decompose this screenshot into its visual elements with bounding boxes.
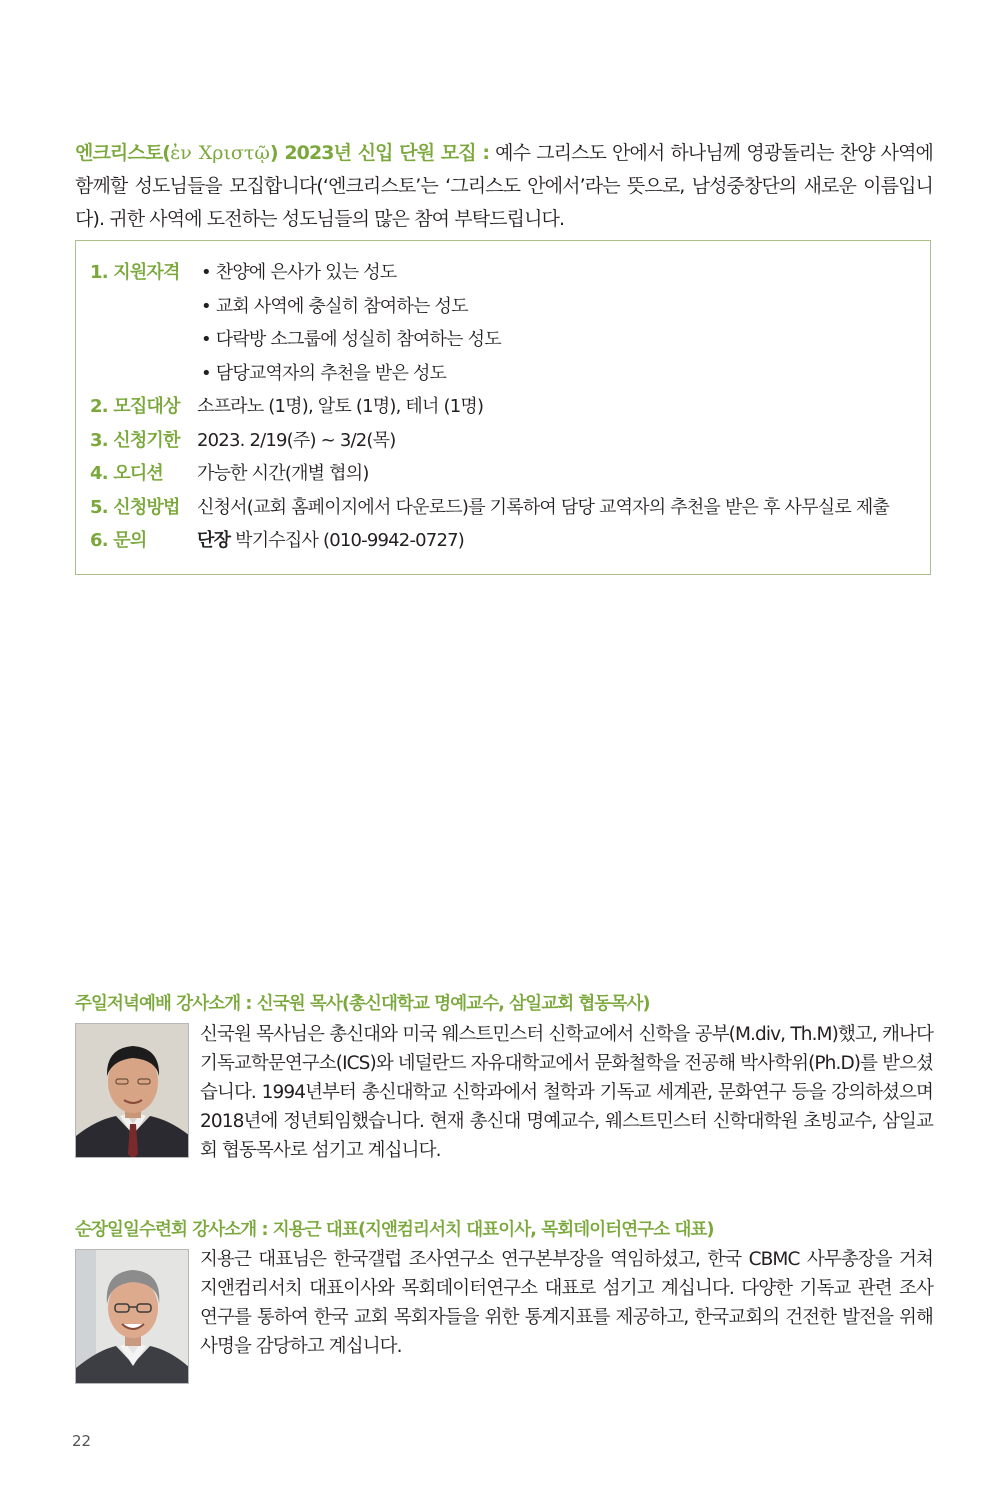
speaker1-photo [75,1023,189,1158]
contact-row [90,529,464,553]
row-label: 4. 오디션 [90,463,163,484]
row-value: 2023. 2/19(주) ~ 3/2(목) [197,430,396,451]
qualification-bullet: • 교회 사역에 충실히 참여하는 성도 [201,296,468,317]
row-label: 2. 모집대상 [90,396,180,417]
row-label: 3. 신청기한 [90,430,180,451]
qualification-bullet: • 담당교역자의 추천을 받은 성도 [201,363,447,384]
row-value: 소프라노 (1명), 알토 (1명), 테너 (1명) [197,396,484,417]
contact-value: 박기수집사 (010-9942-0727) [230,530,464,551]
recruitment-intro [75,137,933,236]
speaker2-photo [75,1249,189,1384]
intro-text: 예수 그리스도 안에서 하나님께 영광돌리는 찬양 사역에 함께할 성도님들을 모집합니다(‘엔크리스토’는 ‘그리스도 안에서’라는 뜻으로, 남성중창단의 새로운 이름입니다). 귀한 사역에 도전하는 성도님들의 많은 참여 부탁드립니다. [75,142,934,230]
application-method-row [90,496,889,520]
recruitment-target-row [90,395,483,419]
speaker1-bio: 신국원 목사님은 총신대와 미국 웨스트민스터 신학교에서 신학을 공부(M.div, Th.M)했고, 캐나다 기독교학문연구소(ICS)와 네덜란드 자유대학교에서 문화철학을 전공해 박사학위(Ph.D)를 받으셨습니다. 1994년부터 총신대학교 신학과에서 철학과 기독교 세계관, 문화연구 등을 강의하셨으며 2018년에 정년퇴임했습니다. 현재 총신대 명예교수, 웨스트민스터 신학대학원 초빙교수, 삼일교회 협동목사로 섬기고 계십니다. [200,1024,933,1161]
contact-title: 단장 [197,530,231,551]
row-label: 5. 신청방법 [90,497,180,518]
audition-row [90,462,369,486]
qualification-bullet: • 찬양에 은사가 있는 성도 [201,262,397,283]
speaker2-bio: 지용근 대표님은 한국갤럽 조사연구소 연구본부장을 역임하셨고, 한국 CBMC 사무총장을 거쳐 지앤컴리서치 대표이사와 목회데이터연구소 대표로 섬기고 계십니다. 다양한 기독교 관련 조사 연구를 통하여 한국 교회 목회자들을 위한 통계지표를 제공하고, 한국교회의 건전한 발전을 위해 사명을 감당하고 계십니다. [200,1249,933,1357]
speaker1-heading: 주일저녁예배 강사소개 : 신국원 목사(총신대학교 명예교수, 삼일교회 협동목사) [75,994,650,1014]
requirements-box [75,240,931,575]
qualification-bullet: • 다락방 소그룹에 성실히 참여하는 성도 [201,329,501,350]
speaker2-heading: 순장일일수련회 강사소개 : 지용근 대표(지앤컴리서치 대표이사, 목회데이터연구소 대표) [75,1220,714,1240]
row-label: 6. 문의 [90,530,147,551]
deadline-row [90,429,395,453]
qualification-label: 1. 지원자격 [90,262,180,283]
row-value: 신청서(교회 홈페이지에서 다운로드)를 기록하여 담당 교역자의 추천을 받은 후 사무실로 제출 [197,497,890,518]
greek-phrase: ἐν Χριστῷ [170,142,270,164]
qualification-row [90,261,197,285]
intro-label: 엔크리스토(ἐν Χριστῷ) 2023년 신입 단원 모집 : [75,142,490,164]
page-number: 22 [72,1432,92,1450]
row-value: 가능한 시간(개별 협의) [197,463,369,484]
